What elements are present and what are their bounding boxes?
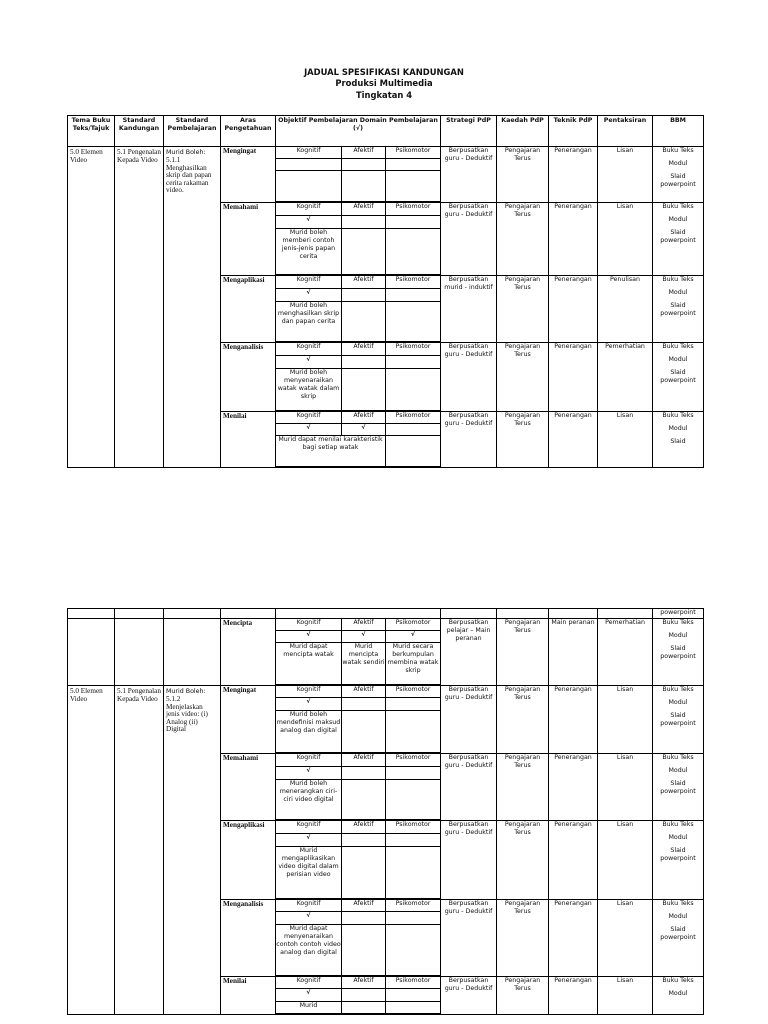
kognitif-label: Kognitif [276, 900, 342, 912]
psikomotor-label: Psikomotor [386, 977, 441, 989]
bbm-buku: Buku Teks [662, 977, 694, 984]
afektif-label: Afektif [342, 276, 386, 289]
header-objektif: Objektif Pembelajaran Domain Pembelajaran (√) [276, 116, 441, 147]
bbm-modul: Modul [668, 289, 688, 296]
bbm-modul: Modul [668, 767, 688, 774]
spec-table-2 [67, 608, 704, 1015]
kandungan-cell: 5.1 Pengenalan Kepada Video [115, 147, 164, 468]
afektif-label: Afektif [342, 412, 386, 424]
strategi-cell: Berpusatkan guru - Deduktif [441, 821, 497, 900]
bbm-cell [653, 203, 704, 276]
header-kaedah: Kaedah PdP [497, 116, 549, 147]
aras-cell: Memahami [221, 754, 276, 821]
kognitif-label: Kognitif [276, 343, 342, 356]
strategi-cell: Berpusatkan guru - Deduktif [441, 147, 497, 203]
header-row [68, 116, 704, 147]
bbm-slaid: Slaid powerpoint [660, 926, 696, 941]
bbm-slaid: Slaid powerpoint [660, 645, 696, 660]
kaedah-cell: Pengajaran Terus [497, 754, 549, 821]
level-line: Tingkatan 4 [355, 90, 413, 100]
kognitif-label: Kognitif [276, 203, 342, 216]
header-pentaksiran: Pentaksiran [598, 116, 653, 147]
pentaksiran-cell: Penulisan [598, 276, 653, 343]
strategi-cell: Berpusatkan guru - Deduktif [441, 203, 497, 276]
bbm-buku: Buku Teks [662, 343, 694, 350]
pentaksiran-cell: Lisan [598, 821, 653, 900]
pembelajaran-cell [164, 686, 221, 1015]
header-standard-kandungan: Standard Kandungan [115, 116, 164, 147]
psikomotor-label: Psikomotor [386, 203, 441, 216]
afektif-label: Afektif [342, 900, 386, 912]
tick-mark: √ [342, 631, 386, 643]
pentaksiran-cell: Lisan [598, 754, 653, 821]
bbm-cell [653, 977, 704, 1015]
bbm-buku: Buku Teks [662, 276, 694, 283]
bbm-modul: Modul [668, 425, 688, 432]
pentaksiran-cell: Lisan [598, 686, 653, 754]
header-bbm: BBM [653, 116, 704, 147]
bbm-slaid: Slaid powerpoint [660, 229, 696, 244]
teknik-cell: Penerangan [549, 754, 598, 821]
kognitif-label: Kognitif [276, 619, 342, 631]
pentaksiran-cell: Pemerhatian [598, 343, 653, 412]
psikomotor-label: Psikomotor [386, 343, 441, 356]
tick-mark: √ [276, 356, 342, 369]
tick-mark: √ [276, 767, 342, 780]
header-strategi: Strategi PdP [441, 116, 497, 147]
table-row [68, 147, 704, 159]
tema-cell: 5.0 Elemen Video [68, 147, 115, 468]
bbm-cell [653, 619, 704, 686]
pembelajaran-prefix: Murid Boleh: [166, 149, 206, 156]
bbm-slaid: Slaid powerpoint [660, 847, 696, 862]
bbm-buku: Buku Teks [662, 147, 694, 154]
teknik-cell: Penerangan [549, 343, 598, 412]
bbm-modul: Modul [668, 356, 688, 363]
bbm-slaid: Slaid powerpoint [660, 173, 696, 188]
objektif-kognitif-text: Murid dapat mencipta watak [276, 643, 342, 685]
bbm-carryover: powerpoint [653, 609, 704, 619]
tick-mark: √ [386, 631, 441, 643]
bbm-buku: Buku Teks [662, 900, 694, 907]
teknik-cell: Penerangan [549, 686, 598, 754]
header-teknik: Teknik PdP [549, 116, 598, 147]
tick-mark: √ [276, 912, 342, 925]
header-aras: Aras Pengetahuan [221, 116, 276, 147]
psikomotor-label: Psikomotor [386, 900, 441, 912]
objektif-text: Murid dapat menyenaraikan contoh contoh video analog dan digital [276, 925, 342, 976]
pembelajaran-prefix: Murid Boleh: [166, 688, 206, 695]
bbm-buku: Buku Teks [662, 686, 694, 693]
objektif-text: Murid boleh mendefinisi maksud analog dan digital [276, 711, 342, 753]
pembelajaran-text: 5.1.1 Menghasilkan skrip dan papan cerita rakaman video. [166, 156, 212, 195]
objektif-text: Murid boleh menyenaraikan watak watak dalam skrip [276, 369, 342, 411]
teknik-cell: Penerangan [549, 900, 598, 977]
objektif-psikomotor-text: Murid secara berkumpulan membina watak skrip [386, 643, 441, 685]
strategi-cell: Berpusatkan guru - Deduktif [441, 900, 497, 977]
bbm-slaid: Slaid powerpoint [660, 780, 696, 795]
objektif-text: Murid boleh menghasilkan skrip dan papan cerita [276, 302, 342, 342]
teknik-cell: Penerangan [549, 821, 598, 900]
kaedah-cell: Pengajaran Terus [497, 821, 549, 900]
strategi-cell: Berpusatkan pelajar – Main peranan [441, 619, 497, 686]
aras-cell: Menganalisis [221, 900, 276, 977]
psikomotor-label: Psikomotor [386, 619, 441, 631]
bbm-buku: Buku Teks [662, 754, 694, 761]
tick-mark: √ [276, 698, 342, 711]
bbm-buku: Buku Teks [662, 821, 694, 828]
teknik-cell: Penerangan [549, 412, 598, 468]
bbm-slaid: Slaid powerpoint [660, 712, 696, 727]
header-tema: Tema Buku Teks/Tajuk [68, 116, 115, 147]
afektif-label: Afektif [342, 147, 386, 159]
bbm-modul: Modul [668, 834, 688, 841]
bbm-buku: Buku Teks [662, 412, 694, 419]
bbm-modul: Modul [668, 990, 688, 997]
spec-table-1 [67, 115, 704, 468]
pembelajaran-text: 5.1.2 Menjelaskan jenis video: (i) Analog (ii) Digital [166, 695, 208, 734]
objektif-afektif-text: Murid mencipta watak sendiri [342, 643, 386, 685]
kaedah-cell: Pengajaran Terus [497, 619, 549, 686]
teknik-cell: Penerangan [549, 203, 598, 276]
strategi-cell: Berpusatkan guru - Deduktif [441, 977, 497, 1015]
kaedah-cell: Pengajaran Terus [497, 203, 549, 276]
teknik-cell: Penerangan [549, 276, 598, 343]
bbm-cell [653, 821, 704, 900]
kognitif-label: Kognitif [276, 754, 342, 767]
psikomotor-label: Psikomotor [386, 686, 441, 698]
kaedah-cell: Pengajaran Terus [497, 343, 549, 412]
pentaksiran-cell: Lisan [598, 147, 653, 203]
bbm-slaid: Slaid powerpoint [660, 302, 696, 317]
strategi-cell: Berpusatkan guru - Deduktif [441, 754, 497, 821]
bbm-slaid: Slaid [670, 438, 686, 445]
kaedah-cell: Pengajaran Terus [497, 412, 549, 468]
aras-cell: Menilai [221, 412, 276, 468]
afektif-label: Afektif [342, 343, 386, 356]
objektif-text: Murid dapat menilai karakteristik bagi setiap watak [276, 436, 386, 467]
objektif-text: Murid [276, 1002, 342, 1014]
psikomotor-label: Psikomotor [386, 754, 441, 767]
pentaksiran-cell: Lisan [598, 203, 653, 276]
tick-mark: √ [276, 424, 342, 436]
pembelajaran-cell [164, 147, 221, 468]
bbm-modul: Modul [668, 913, 688, 920]
objektif-text: Murid boleh menerangkan ciri-ciri video digital [276, 780, 342, 820]
kaedah-cell: Pengajaran Terus [497, 147, 549, 203]
kaedah-cell: Pengajaran Terus [497, 900, 549, 977]
aras-cell: Menganalisis [221, 343, 276, 412]
kandungan-cell: 5.1 Pengenalan Kepada Video [115, 686, 164, 1015]
afektif-label: Afektif [342, 754, 386, 767]
strategi-cell: Berpusatkan guru - Deduktif [441, 343, 497, 412]
aras-cell: Mengaplikasi [221, 276, 276, 343]
aras-cell: Mengingat [221, 147, 276, 203]
tick-mark: √ [342, 424, 386, 436]
teknik-cell: Main peranan [549, 619, 598, 686]
bbm-cell [653, 343, 704, 412]
afektif-label: Afektif [342, 821, 386, 834]
objektif-text: Murid mengaplikasikan video digital dalam perisian video [276, 847, 342, 899]
bbm-buku: Buku Teks [662, 203, 694, 210]
kognitif-label: Kognitif [276, 276, 342, 289]
afektif-label: Afektif [342, 977, 386, 989]
aras-cell: Menilai [221, 977, 276, 1015]
header-standard-pembelajaran: Standard Pembelajaran [164, 116, 221, 147]
pentaksiran-cell: Pemerhatian [598, 619, 653, 686]
bbm-modul: Modul [668, 216, 688, 223]
bbm-cell [653, 754, 704, 821]
aras-cell: Mencipta [221, 619, 276, 686]
kaedah-cell: Pengajaran Terus [497, 977, 549, 1015]
psikomotor-label: Psikomotor [386, 821, 441, 834]
psikomotor-label: Psikomotor [386, 412, 441, 424]
kaedah-cell: Pengajaran Terus [497, 686, 549, 754]
aras-cell: Mengaplikasi [221, 821, 276, 900]
bbm-modul: Modul [668, 699, 688, 706]
table-row [68, 619, 704, 631]
table-row [68, 686, 704, 698]
carryover-row [68, 609, 704, 619]
psikomotor-label: Psikomotor [386, 276, 441, 289]
kognitif-label: Kognitif [276, 686, 342, 698]
kognitif-label: Kognitif [276, 821, 342, 834]
kognitif-label: Kognitif [276, 147, 342, 159]
kognitif-label: Kognitif [276, 412, 342, 424]
aras-cell: Memahami [221, 203, 276, 276]
title-line: JADUAL SPESIFIKASI KANDUNGAN [304, 67, 464, 77]
bbm-cell [653, 900, 704, 977]
strategi-cell: Berpusatkan guru - Deduktif [441, 412, 497, 468]
kaedah-cell: Pengajaran Terus [497, 276, 549, 343]
pentaksiran-cell: Lisan [598, 977, 653, 1015]
tick-mark: √ [276, 631, 342, 643]
strategi-cell: Berpusatkan murid - induktif [441, 276, 497, 343]
teknik-cell: Penerangan [549, 147, 598, 203]
pentaksiran-cell: Lisan [598, 412, 653, 468]
teknik-cell: Penerangan [549, 977, 598, 1015]
tick-mark: √ [276, 989, 342, 1002]
tema-cell: 5.0 Elemen Video [68, 686, 115, 1015]
afektif-label: Afektif [342, 686, 386, 698]
afektif-label: Afektif [342, 619, 386, 631]
tick-mark: √ [276, 834, 342, 847]
bbm-cell [653, 276, 704, 343]
psikomotor-label: Psikomotor [386, 147, 441, 159]
strategi-cell: Berpusatkan guru - Deduktif [441, 686, 497, 754]
bbm-cell [653, 147, 704, 203]
pentaksiran-cell: Lisan [598, 900, 653, 977]
bbm-modul: Modul [668, 632, 688, 639]
bbm-slaid: Slaid powerpoint [660, 369, 696, 384]
objektif-text: Murid boleh memberi contoh jenis-jenis papan cerita [276, 229, 342, 275]
bbm-buku: Buku Teks [662, 619, 694, 626]
bbm-cell [653, 686, 704, 754]
tick-mark: √ [276, 289, 342, 302]
bbm-cell [653, 412, 704, 468]
kognitif-label: Kognitif [276, 977, 342, 989]
tick-mark: √ [276, 216, 342, 229]
bbm-modul: Modul [668, 160, 688, 167]
afektif-label: Afektif [342, 203, 386, 216]
aras-cell: Mengingat [221, 686, 276, 754]
subject-line: Produksi Multimedia [335, 78, 433, 88]
